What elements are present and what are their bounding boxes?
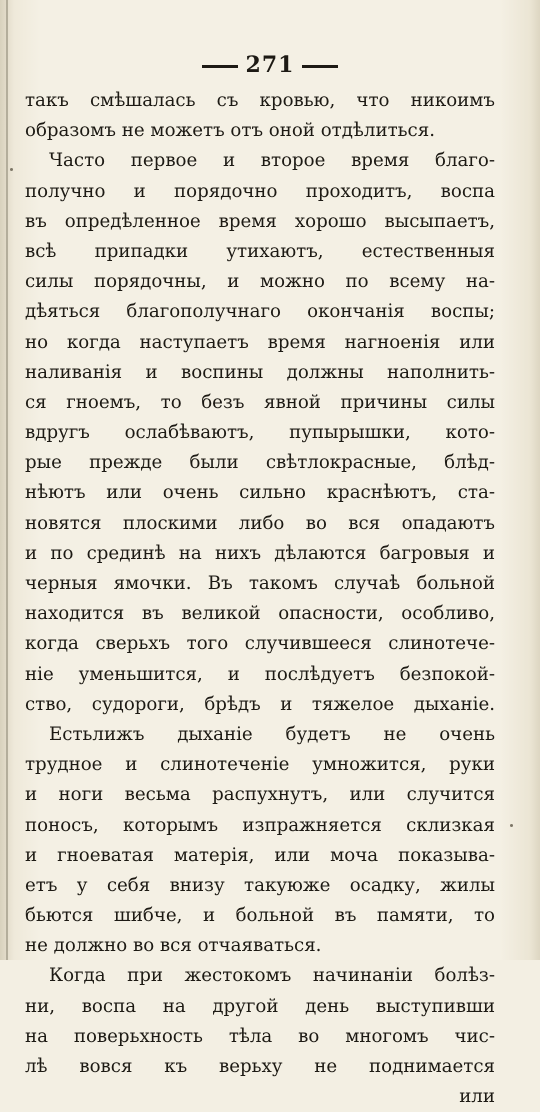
text-line: и по срединѣ на нихъ дѣлаются багровыя и [25, 542, 495, 564]
text-line: нѣютъ или очень сильно краснѣютъ, ста- [25, 482, 495, 504]
text-line: и гноеватая матерія, или моча показыва- [25, 844, 495, 866]
text-line: силы порядочны, и можно по всему на- [25, 271, 495, 293]
text-line: и ноги весьма распухнутъ, или случится [25, 784, 495, 806]
body-text [25, 86, 495, 1112]
text-line: черныя ямочки. Въ такомъ случаѣ больной [25, 573, 495, 594]
text-line: наливанія и воспины должны наполнить- [25, 361, 495, 383]
page-speck [10, 168, 13, 171]
text-line: ни, воспа на другой день выступивши [25, 995, 495, 1017]
text-line: но когда наступаетъ время нагноенія или [25, 331, 495, 353]
text-line: получно и порядочно проходитъ, воспа [25, 180, 495, 202]
page-edge [6, 0, 8, 960]
text-line: дѣяться благополучнаго окончанія воспы; [25, 301, 495, 323]
text-line: ство, судороги, брѣдъ и тяжелое дыханіе. [25, 693, 495, 715]
text-line: Часто первое и второе время благо- [49, 150, 495, 172]
text-line: етъ у себя внизу такуюже осадку, жилы [25, 874, 495, 896]
header-dash-left [202, 65, 238, 68]
page-number: 271 [245, 52, 295, 78]
text-line: Естьлижъ дыханіе будетъ не очень [49, 723, 495, 745]
text-line: поносъ, которымъ изпражняется склизкая [25, 814, 495, 836]
text-line: лѣ вовся къ верьху не поднимается [25, 1056, 495, 1077]
text-line: находится въ великой опасности, особливо, [25, 603, 495, 625]
header-dash-right [302, 65, 338, 68]
text-line: не должно во вся отчаяваться. [25, 935, 322, 957]
text-line: новятся плоскими либо во вся опадаютъ [25, 512, 495, 534]
text-line: образомъ не можетъ отъ оной отдѣлиться. [25, 120, 435, 142]
text-line: трудное и слинотеченіе умножится, руки [25, 754, 495, 776]
text-line: вдругъ ослабѣваютъ, пупырышки, кото- [25, 422, 495, 444]
text-line: въ опредѣленное время хорошо высыпаетъ, [25, 210, 495, 232]
catchword: или [459, 1086, 495, 1108]
text-line: всѣ припадки утихаютъ, естественныя [25, 240, 495, 262]
text-line: бьются шибче, и больной въ памяти, то [25, 905, 495, 927]
text-line: когда сверьхъ того случившееся слинотече- [25, 633, 495, 655]
page-header [0, 52, 540, 78]
page-speck [510, 824, 513, 827]
text-line: на поверьхность тѣла во многомъ чис- [25, 1025, 495, 1047]
text-line: ся гноемъ, то безъ явной причины силы [25, 391, 495, 413]
text-line: Когда при жестокомъ начинаніи болѣз- [49, 965, 495, 987]
text-line: рые прежде были свѣтлокрасные, блѣд- [25, 452, 495, 474]
text-line: ніе уменьшится, и послѣдуетъ безпокой- [25, 663, 495, 685]
text-line: такъ смѣшалась съ кровью, что никоимъ [25, 90, 495, 111]
